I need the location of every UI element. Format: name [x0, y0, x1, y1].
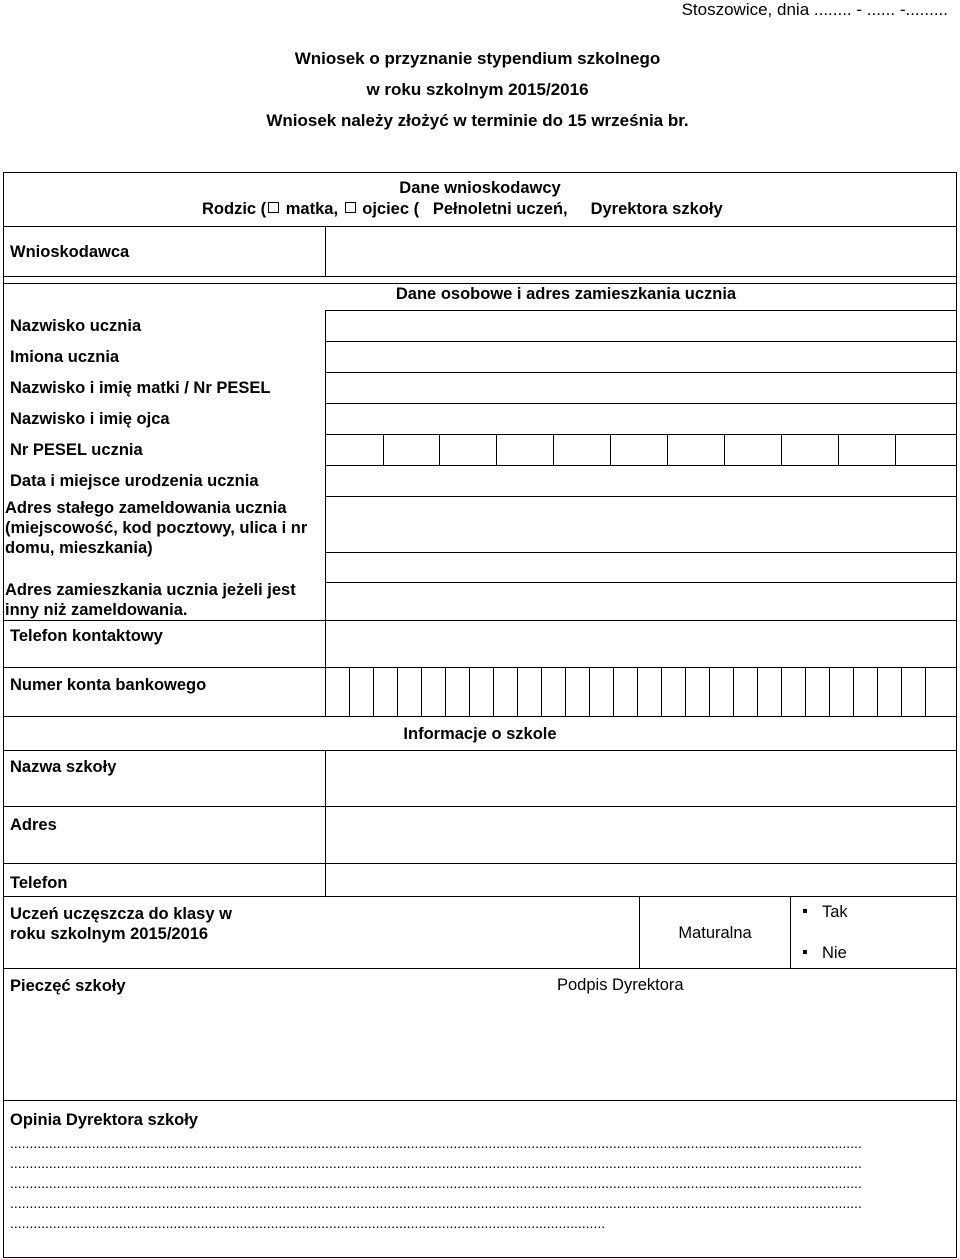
option-mother: matka, [285, 200, 339, 218]
yes-option[interactable]: Tak [822, 903, 848, 921]
director-signature-label: Podpis Dyrektora [557, 976, 684, 994]
option-adult-student: Pełnoletni uczeń, [432, 200, 568, 218]
roles-prefix: Rodzic ( [202, 200, 267, 218]
form-title: Wniosek o przyznanie stypendium szkolnego [294, 49, 661, 68]
opinion-line-1[interactable]: ........................................................................................................................................................................................................................... [10, 1135, 862, 1151]
form-school-year: w roku szkolnym 2015/2016 [366, 80, 589, 99]
option-director: Dyrektora szkoły [590, 200, 723, 218]
opinion-line-4[interactable]: ........................................................................................................................................................................................................................... [10, 1195, 862, 1211]
school-section-title: Informacje o szkole [403, 725, 557, 743]
applicant-field[interactable] [326, 227, 956, 276]
student-section-title: Dane osobowe i adres zamieszkania ucznia [395, 285, 737, 303]
father-checkbox[interactable] [345, 202, 356, 213]
student-surname-label: Nazwisko ucznia [10, 317, 142, 335]
applicant-section-title: Dane wnioskodawcy [399, 179, 561, 197]
applicant-label: Wnioskodawca [10, 243, 130, 261]
school-address-input[interactable] [326, 807, 956, 863]
student-surname-input[interactable] [326, 311, 956, 341]
maturity-label: Maturalna [678, 924, 752, 942]
opinion-title: Opinia Dyrektora szkoły [10, 1111, 198, 1129]
residence-address-label: Adres zamieszkania ucznia jeżeli jest inny niż zameldowania. [5, 581, 296, 619]
yes-bullet-icon[interactable] [803, 909, 807, 913]
school-name-input[interactable] [326, 751, 956, 806]
school-name-label: Nazwa szkoły [10, 758, 117, 776]
no-bullet-icon[interactable] [803, 950, 807, 954]
phone-input[interactable] [326, 621, 956, 667]
option-father: ojciec ( [362, 200, 420, 218]
class-label: Uczeń uczęszcza do klasy w roku szkolnym 2015/2016 [10, 905, 232, 943]
student-first-names-input[interactable] [326, 342, 956, 372]
opinion-line-3[interactable]: ........................................................................................................................................................................................................................... [10, 1175, 862, 1191]
mother-name-pesel-label: Nazwisko i imię matki / Nr PESEL [10, 379, 271, 397]
phone-label: Telefon kontaktowy [10, 627, 163, 645]
mother-name-pesel-input[interactable] [326, 373, 956, 403]
registered-address-input[interactable] [326, 497, 956, 582]
opinion-line-5[interactable]: ......................................................................................................................................................... [10, 1215, 606, 1231]
school-phone-label: Telefon [10, 874, 68, 892]
school-address-label: Adres [10, 816, 57, 834]
registered-address-label: Adres stałego zameldowania ucznia (miejscowość, kod pocztowy, ulica i nr domu, mieszkania) [5, 499, 308, 557]
place-date: Stoszowice, dnia ........ - ...... -......... [681, 0, 948, 19]
residence-address-input[interactable] [326, 583, 956, 620]
applicant-roles [202, 200, 723, 219]
school-stamp-label: Pieczęć szkoły [10, 977, 126, 995]
opinion-line-2[interactable]: ........................................................................................................................................................................................................................... [10, 1155, 862, 1171]
student-pesel-input[interactable] [326, 435, 956, 465]
bank-account-label: Numer konta bankowego [10, 676, 207, 694]
form-deadline: Wniosek należy złożyć w terminie do 15 września br. [266, 111, 689, 130]
no-option[interactable]: Nie [822, 944, 847, 962]
father-name-label: Nazwisko i imię ojca [10, 410, 170, 428]
class-input[interactable] [326, 897, 639, 968]
student-pesel-label: Nr PESEL ucznia [10, 441, 143, 459]
birth-date-place-input[interactable] [326, 466, 956, 496]
bank-account-input[interactable] [326, 668, 956, 716]
stamp-signature-area[interactable] [4, 1000, 956, 1100]
birth-date-place-label: Data i miejsce urodzenia ucznia [10, 472, 259, 490]
father-name-input[interactable] [326, 404, 956, 434]
school-phone-input[interactable] [326, 864, 956, 896]
mother-checkbox[interactable] [268, 202, 279, 213]
student-first-names-label: Imiona ucznia [10, 348, 120, 366]
